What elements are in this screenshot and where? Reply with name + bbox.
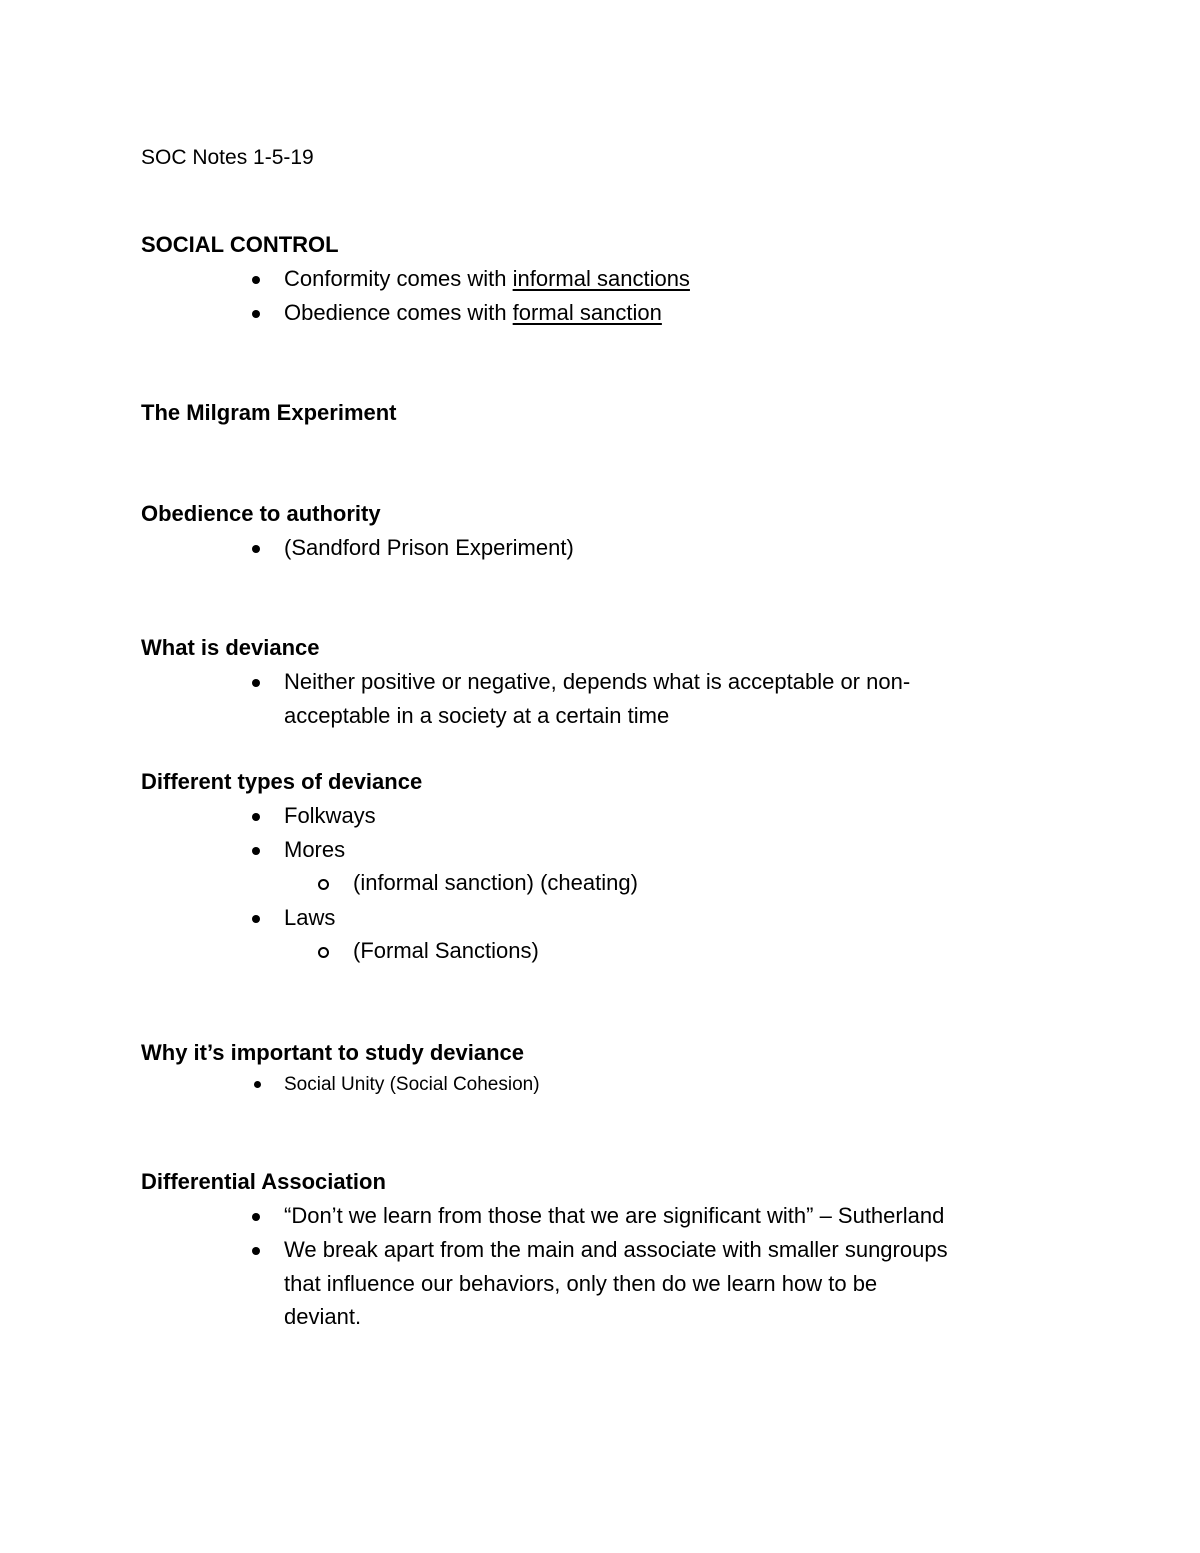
page-title: SOC Notes 1-5-19: [141, 146, 314, 169]
bullet-icon: [252, 847, 260, 855]
bullet-icon: [252, 276, 260, 284]
list-item-conformity: [284, 265, 690, 293]
list-item-social-unity: Social Unity (Social Cohesion): [284, 1074, 540, 1095]
heading-what-is-deviance: What is deviance: [141, 635, 320, 660]
list-item-deviance-line2: acceptable in a society at a certain time: [284, 703, 670, 728]
heading-types-of-deviance: Different types of deviance: [141, 769, 423, 794]
heading-why-study-deviance: Why it’s important to study deviance: [141, 1040, 525, 1065]
underlined-term-informal-sanctions: informal sanctions: [512, 266, 690, 291]
list-item-sutherland-quote: “Don’t we learn from those that we are significant with” – Sutherland: [284, 1203, 945, 1228]
list-item-subgroups-line1: We break apart from the main and associate with smaller sungroups: [284, 1237, 948, 1262]
heading-milgram: The Milgram Experiment: [141, 400, 397, 425]
list-item-folkways: Folkways: [284, 803, 376, 828]
list-item-subgroups-line2: that influence our behaviors, only then do we learn how to be: [284, 1271, 878, 1296]
list-item-subgroups-line3: deviant.: [284, 1304, 362, 1329]
bullet-icon: [252, 310, 260, 318]
list-item-obedience: [284, 299, 662, 327]
list-item-text: Obedience comes with: [284, 300, 513, 325]
heading-differential-association: Differential Association: [141, 1169, 386, 1194]
sub-bullet-icon: [318, 947, 329, 958]
bullet-icon: [252, 813, 260, 821]
list-item-laws: Laws: [284, 905, 336, 930]
sub-item-informal-sanction: (informal sanction) (cheating): [353, 870, 638, 895]
bullet-icon: [252, 1213, 260, 1221]
list-item-mores: Mores: [284, 837, 346, 862]
heading-social-control: SOCIAL CONTROL: [141, 232, 339, 257]
bullet-icon: [252, 915, 260, 923]
sub-item-formal-sanctions: (Formal Sanctions): [353, 938, 539, 963]
underlined-term-formal-sanction: formal sanction: [512, 300, 662, 325]
list-item-text: Conformity comes with: [284, 266, 513, 291]
bullet-icon: [252, 679, 260, 687]
sub-bullet-icon: [318, 879, 329, 890]
bullet-icon: [252, 545, 260, 553]
list-item-sandford: (Sandford Prison Experiment): [284, 535, 574, 560]
bullet-icon: [254, 1081, 261, 1088]
list-item-deviance-line1: Neither positive or negative, depends what is acceptable or non-: [284, 669, 911, 694]
heading-obedience: Obedience to authority: [141, 501, 381, 526]
bullet-icon: [252, 1247, 260, 1255]
